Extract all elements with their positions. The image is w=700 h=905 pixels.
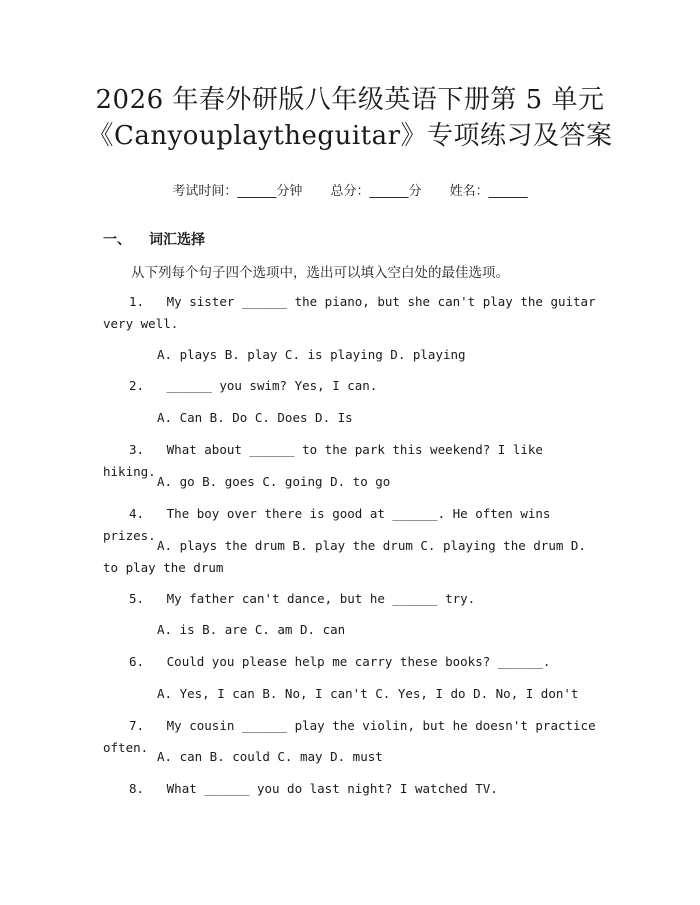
question-1: [103, 291, 597, 335]
question-1-options: A. plays B. play C. is playing D. playing: [157, 347, 466, 362]
question-number: 4.: [129, 506, 145, 521]
question-number: 5.: [129, 591, 145, 606]
exam-time: 考试时间：______分钟: [172, 184, 303, 199]
question-number: 8.: [129, 781, 145, 796]
section-heading: [103, 229, 205, 249]
title-line-1: 2026 年春外研版八年级英语下册第 5 单元: [95, 85, 605, 115]
question-3-options: A. go B. goes C. going D. to go: [157, 474, 391, 489]
document-title: [0, 0, 700, 154]
exam-meta: [0, 180, 700, 199]
question-text: What about ______ to the park this weekend? I like hiking.: [103, 442, 543, 479]
question-text: My cousin ______ play the violin, but he doesn't practice often.: [103, 718, 596, 755]
question-number: 3.: [129, 442, 145, 457]
question-number: 1.: [129, 294, 145, 309]
question-text: My father can't dance, but he ______ try.: [166, 591, 476, 606]
question-text: My sister ______ the piano, but she can't play the guitar very well.: [103, 294, 596, 331]
question-text: The boy over there is good at ______. He often wins prizes.: [103, 506, 551, 543]
question-5-options: A. is B. are C. am D. can: [157, 622, 346, 637]
question-7-options: A. can B. could C. may D. must: [157, 749, 383, 764]
question-text: What ______ you do last night? I watched TV.: [166, 781, 498, 796]
question-number: 2.: [129, 378, 145, 393]
question-number: 6.: [129, 654, 145, 669]
question-number: 7.: [129, 718, 145, 733]
student-name: 姓名：______: [449, 184, 528, 199]
question-text: Could you please help me carry these books? ______.: [166, 654, 551, 669]
section-number: 一、: [103, 232, 131, 248]
question-text: ______ you swim? Yes, I can.: [166, 378, 378, 393]
question-6: [103, 651, 597, 673]
question-2-options: A. Can B. Do C. Does D. Is: [157, 410, 353, 425]
question-2: [103, 375, 597, 397]
exam-score: 总分：______分: [330, 184, 422, 199]
section-instruction: 从下列每个句子四个选项中，选出可以填入空白处的最佳选项。: [131, 265, 509, 281]
question-5: [103, 588, 597, 610]
section-title: 词汇选择: [149, 232, 205, 248]
question-8: [103, 778, 597, 800]
title-line-2: 《Canyouplaytheguitar》专项练习及答案: [87, 121, 613, 151]
question-6-options: A. Yes, I can B. No, I can't C. Yes, I do D. No, I don't: [157, 686, 579, 701]
question-4-options: A. plays the drum B. play the drum C. playing the drum D. to play the drum: [103, 538, 586, 575]
